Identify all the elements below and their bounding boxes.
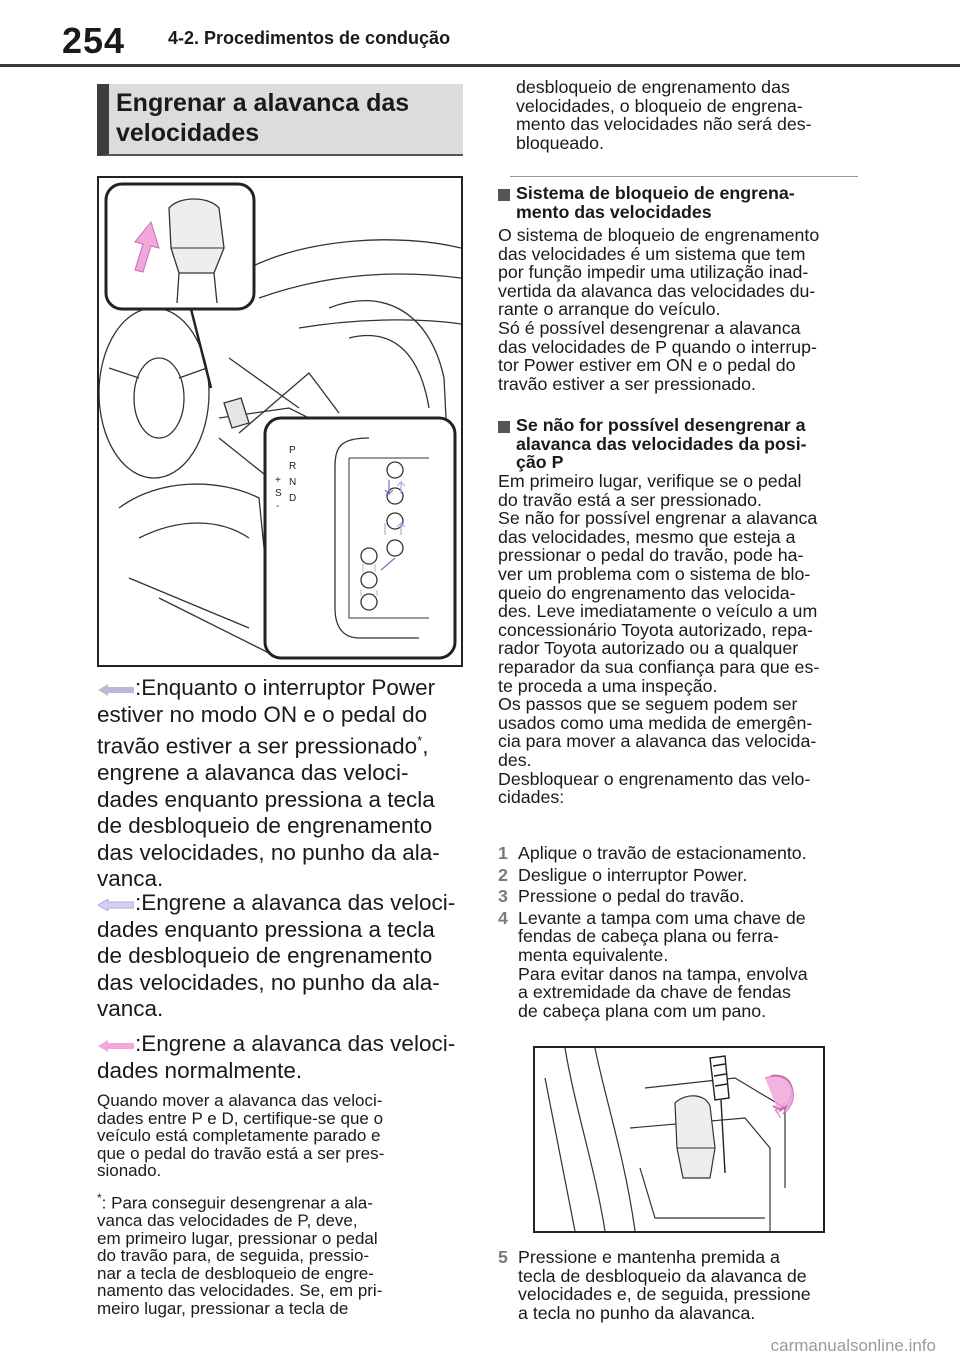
legend-2 <box>97 890 467 1023</box>
legend-2-text: :Engrene a alavanca das veloci- dades enquanto pressiona a tecla de desbloqueio de engrenamento das velocidades, no punho da ala- vanca. <box>97 890 456 1021</box>
step-item <box>498 1248 863 1322</box>
figure-gear-lever <box>97 176 463 667</box>
step-item <box>498 909 863 1021</box>
legend-1 <box>97 675 467 893</box>
footnote-star: * <box>97 1191 102 1205</box>
step-item <box>498 866 863 885</box>
step-number: 2 <box>498 864 508 885</box>
step-text: Pressione e mantenha premida a tecla de desbloqueio da alavanca de velocidades e, de seguida, pressione a tecla no punho da alavanca. <box>518 1247 811 1323</box>
legend-3-text: :Engrene a alavanca das veloci- dades normalmente. <box>97 1031 456 1083</box>
step-number: 3 <box>498 886 508 907</box>
step-item <box>498 887 863 906</box>
paragraph-lock-system: O sistema de bloqueio de engrenamento das velocidades é um sistema que tem por função impedir uma utilização inad- vertida da alavanca das velocidades du- rante o arranque do veículo. Só é possível desengrenar a alavanca das velocidades de P quando o interrup- tor Power estiver em ON e o pedal do travão estiver a ser pressionado. <box>498 225 820 394</box>
step-text: Levante a tampa com uma chave de fendas de cabeça plana ou ferra- menta equivalente. Para evitar danos na tampa, envolva a extremidade da chave de fendas de cabeça plana com um pano. <box>518 907 808 1021</box>
page-number: 254 <box>62 20 126 61</box>
header-rule <box>0 64 960 67</box>
step-text: Desligue o interruptor Power. <box>518 864 748 885</box>
heading-bullet-icon <box>498 189 510 201</box>
mode-label-s: S <box>275 488 282 499</box>
mode-label-plus: + <box>275 475 281 486</box>
figure-screwdriver <box>533 1046 825 1233</box>
gate-label-n: N <box>289 477 297 488</box>
section-title-line-2: velocidades <box>116 119 260 147</box>
step-number: 1 <box>498 843 508 863</box>
watermark[interactable]: carmanualsonline.info <box>770 1336 936 1355</box>
step-number: 5 <box>498 1247 508 1267</box>
legend-1-text: :Enquanto o interruptor Power estiver no modo ON e o pedal do travão estiver a ser pressionado <box>97 675 436 759</box>
legend-1-rest: , engrene a alavanca das veloci- dades enquanto pressiona a tecla de desbloqueio de engrenamento das velocidades, no punho da ala- vanca. <box>97 733 440 891</box>
step-list <box>498 844 863 1020</box>
right-divider <box>510 176 858 177</box>
step-text: Aplique o travão de estacionamento. <box>518 843 807 863</box>
gate-inset <box>265 418 455 658</box>
knob-inset <box>106 184 254 309</box>
heading-bullet-icon <box>498 421 510 433</box>
mode-label-minus: - <box>276 501 280 512</box>
gate-label-r: R <box>289 461 297 472</box>
section-title-line-1: Engrenar a alavanca das <box>116 89 410 117</box>
gear-lever-illustration <box>99 178 461 665</box>
heading-cannot-shift: Se não for possível desengrenar a alavanca das velocidades da posi- ção P <box>516 415 807 473</box>
footnote-text: : Para conseguir desengrenar a ala- vanca das velocidades de P, deve, em primeiro lugar, pressionar o pedal do travão para, de seguida, pressio- nar a tecla de desbloqueio de engre- namento das velocidades. Se, em pri- meiro lugar, pressionar a tecla de <box>97 1193 383 1318</box>
step-text: Pressione o pedal do travão. <box>518 886 745 907</box>
heading-lock-system: Sistema de bloqueio de engrena- mento das velocidades <box>516 183 795 222</box>
screwdriver-illustration <box>535 1048 823 1231</box>
gate-label-p: P <box>289 445 296 456</box>
continued-text: desbloqueio de engrenamento das velocidades, o bloqueio de engrena- mento das velocidades não será des- bloqueado. <box>516 77 812 153</box>
paragraph-cannot-shift: Em primeiro lugar, verifique se o pedal do travão está a ser pressionado. Se não for possível engrenar a alavanca das velocidades, mesmo que esteja a pressionar o pedal do travão, pode ha- ver um problema com o sistema de blo- queio do engrenamento das velocida- des. Leve imediatamente o veículo a um concessionário Toyota autorizado, repa- rador Toyota autorizado ou a qualquer reparador da sua confiança para que es- te proceda a uma inspeção. Os passos que se seguem podem ser usados como uma medida de emergên- cia para mover a alavanca das velocida- des. Desbloquear o engrenamento das velo- cidades: <box>498 471 820 808</box>
step-number: 4 <box>498 907 508 928</box>
legend-1-star: * <box>417 733 423 748</box>
footnote <box>97 1190 467 1317</box>
gate-label-d: D <box>289 493 297 504</box>
step-item <box>498 844 863 863</box>
note-text: Quando mover a alavanca das veloci- dades entre P e D, certifique-se que o veículo está completamente parado e que o pedal do travão está a ser pres- sionado. <box>97 1091 385 1180</box>
section-title <box>116 88 456 148</box>
legend-3 <box>97 1031 467 1084</box>
chapter-title: 4-2. Procedimentos de condução <box>168 28 451 48</box>
